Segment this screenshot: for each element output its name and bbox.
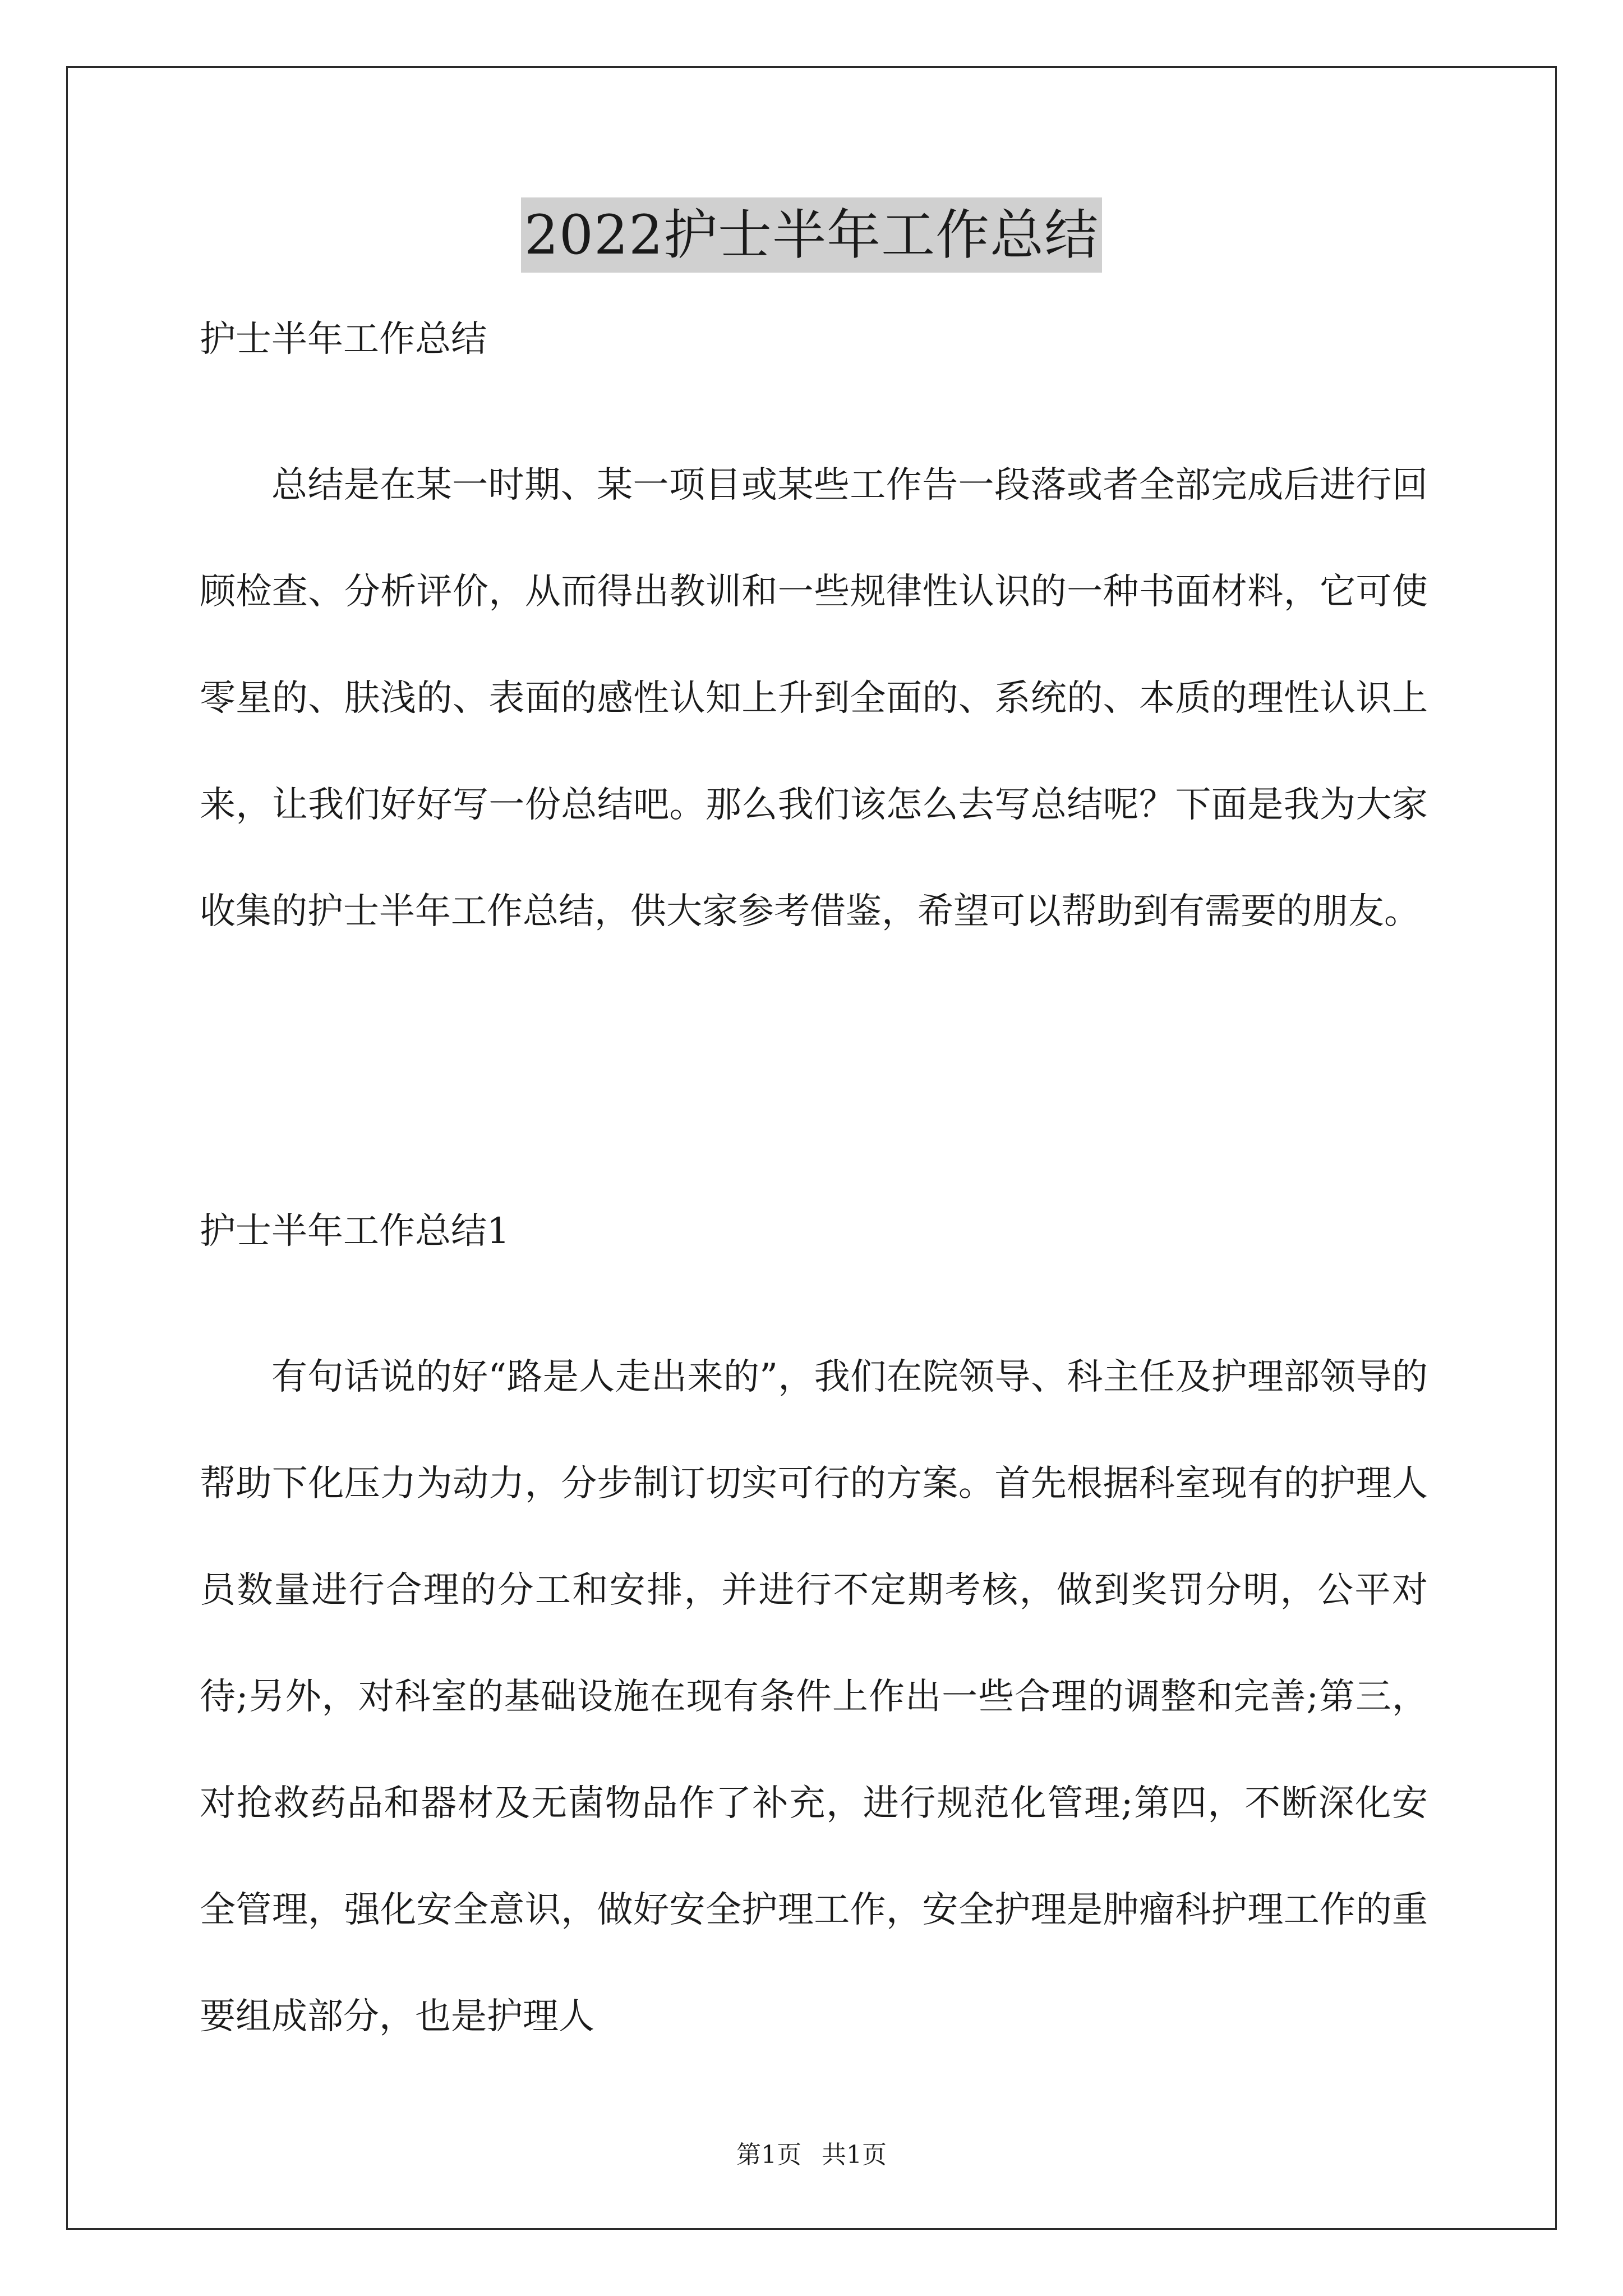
section1-heading: 护士半年工作总结1 [200,1211,510,1252]
page-footer [0,2138,1623,2172]
title-container [0,197,1623,273]
section1-paragraph: 有句话说的好“路是人走出来的”，我们在院领导、科主任及护理部领导的帮助下化压力为动力，分步制订切实可行的方案。首先根据科室现有的护理人员数量进行合理的分工和安排，并进行不定期考核，做到奖罚分明，公平对待;另外，对科室的基础设施在现有条件上作出一些合理的调整和完善;第三，对抢救药品和器材及无菌物品作了补充，进行规范化管理;第四，不断深化安全管理，强化安全意识，做好安全护理工作，安全护理是肿瘤科护理工作的重要组成部分，也是护理人 [200,1356,1428,2037]
page-number-total: 共1页 [822,2141,887,2169]
page-number-current: 第1页 [736,2141,801,2169]
document-title: 2022护士半年工作总结 [521,197,1102,273]
intro-paragraph: 总结是在某一时期、某一项目或某些工作告一段落或者全部完成后进行回顾检查、分析评价，从而得出教训和一些规律性认识的一种书面材料，它可使零星的、肤浅的、表面的感性认知上升到全面的、系统的、本质的理性认识上来，让我们好好写一份总结吧。那么我们该怎么去写总结呢？下面是我为大家收集的护士半年工作总结，供大家参考借鉴，希望可以帮助到有需要的朋友。 [200,464,1428,932]
intro-heading: 护士半年工作总结 [200,319,487,360]
